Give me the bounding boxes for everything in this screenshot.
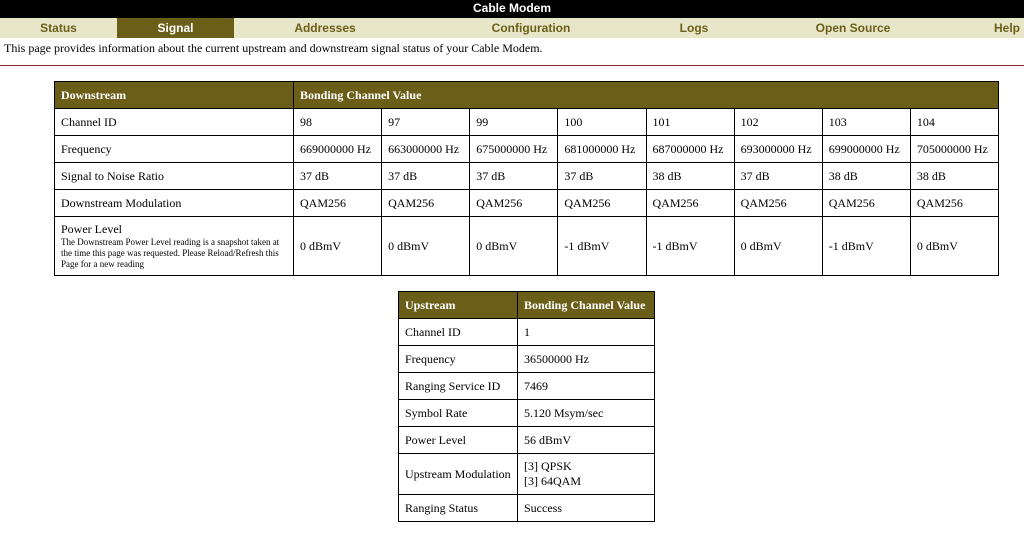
table-cell: -1 dBmV bbox=[822, 217, 910, 276]
table-cell: 663000000 Hz bbox=[382, 136, 470, 163]
table-row bbox=[399, 427, 655, 454]
table-cell: 38 dB bbox=[822, 163, 910, 190]
table-cell: 699000000 Hz bbox=[822, 136, 910, 163]
table-cell: -1 dBmV bbox=[646, 217, 734, 276]
divider bbox=[0, 65, 1024, 66]
row-label: Ranging Service ID bbox=[399, 373, 518, 400]
table-cell: QAM256 bbox=[294, 190, 382, 217]
table-cell: 705000000 Hz bbox=[910, 136, 998, 163]
table-cell: 7469 bbox=[518, 373, 655, 400]
table-row bbox=[399, 373, 655, 400]
table-header-row bbox=[55, 82, 999, 109]
table-cell: 56 dBmV bbox=[518, 427, 655, 454]
table-cell: QAM256 bbox=[382, 190, 470, 217]
table-row bbox=[399, 346, 655, 373]
row-label: Power Level bbox=[399, 427, 518, 454]
table-header-row bbox=[399, 292, 655, 319]
table-cell: 0 dBmV bbox=[382, 217, 470, 276]
table-cell: 102 bbox=[734, 109, 822, 136]
tab-logs[interactable]: Logs bbox=[679, 21, 709, 35]
table-cell: 0 dBmV bbox=[470, 217, 558, 276]
table-cell: 37 dB bbox=[294, 163, 382, 190]
tab-help[interactable]: Help bbox=[993, 21, 1020, 35]
table-cell: QAM256 bbox=[646, 190, 734, 217]
table-cell: 103 bbox=[822, 109, 910, 136]
upstream-header: Upstream bbox=[399, 292, 518, 319]
table-cell: 681000000 Hz bbox=[558, 136, 646, 163]
tab-configuration[interactable]: Configuration bbox=[491, 21, 571, 35]
main-nav bbox=[0, 18, 1024, 38]
table-cell: 0 dBmV bbox=[294, 217, 382, 276]
table-cell: 5.120 Msym/sec bbox=[518, 400, 655, 427]
table-cell: 693000000 Hz bbox=[734, 136, 822, 163]
row-label: Channel ID bbox=[55, 109, 294, 136]
table-cell: QAM256 bbox=[734, 190, 822, 217]
table-cell: 38 dB bbox=[910, 163, 998, 190]
row-label: Ranging Status bbox=[399, 495, 518, 522]
table-row bbox=[55, 217, 999, 276]
table-cell: -1 dBmV bbox=[558, 217, 646, 276]
table-cell: 38 dB bbox=[646, 163, 734, 190]
table-cell: QAM256 bbox=[558, 190, 646, 217]
table-cell bbox=[518, 454, 655, 495]
tab-open-source[interactable]: Open Source bbox=[815, 21, 891, 35]
table-row bbox=[399, 495, 655, 522]
table-cell: 0 dBmV bbox=[910, 217, 998, 276]
table-cell: 36500000 Hz bbox=[518, 346, 655, 373]
table-cell: 675000000 Hz bbox=[470, 136, 558, 163]
intro-text: This page provides information about the current upstream and downstream signal status of your Cable Modem. bbox=[4, 41, 543, 55]
row-label: Channel ID bbox=[399, 319, 518, 346]
app-title: Cable Modem bbox=[0, 0, 1024, 18]
downstream-table bbox=[54, 81, 999, 276]
table-cell: 687000000 Hz bbox=[646, 136, 734, 163]
row-label: Signal to Noise Ratio bbox=[55, 163, 294, 190]
upstream-table bbox=[398, 291, 655, 522]
table-cell: 99 bbox=[470, 109, 558, 136]
modulation-line: [3] 64QAM bbox=[524, 474, 581, 488]
bonding-channel-value-header: Bonding Channel Value bbox=[294, 82, 999, 109]
bonding-channel-value-header: Bonding Channel Value bbox=[518, 292, 655, 319]
table-cell: 0 dBmV bbox=[734, 217, 822, 276]
table-cell: 37 dB bbox=[734, 163, 822, 190]
table-cell: 37 dB bbox=[558, 163, 646, 190]
table-cell: 100 bbox=[558, 109, 646, 136]
row-label: Upstream Modulation bbox=[399, 454, 518, 495]
table-row bbox=[55, 109, 999, 136]
table-cell: 97 bbox=[382, 109, 470, 136]
table-cell: 669000000 Hz bbox=[294, 136, 382, 163]
table-row bbox=[399, 319, 655, 346]
row-label: Frequency bbox=[55, 136, 294, 163]
power-level-label: Power Level bbox=[61, 222, 122, 236]
tab-addresses[interactable]: Addresses bbox=[294, 21, 356, 35]
modulation-line: [3] QPSK bbox=[524, 459, 572, 473]
table-row bbox=[399, 400, 655, 427]
table-cell: QAM256 bbox=[470, 190, 558, 217]
table-cell: 98 bbox=[294, 109, 382, 136]
row-label: Frequency bbox=[399, 346, 518, 373]
row-label: Symbol Rate bbox=[399, 400, 518, 427]
row-label-power-level bbox=[55, 217, 294, 276]
table-cell: 37 dB bbox=[382, 163, 470, 190]
table-row bbox=[55, 163, 999, 190]
table-cell: Success bbox=[518, 495, 655, 522]
table-cell: 101 bbox=[646, 109, 734, 136]
power-level-note: The Downstream Power Level reading is a snapshot taken at the time this page was requested. Please Reload/Refresh this Page for a new reading bbox=[61, 237, 280, 269]
table-row bbox=[55, 136, 999, 163]
table-cell: 1 bbox=[518, 319, 655, 346]
table-row bbox=[55, 190, 999, 217]
table-cell: 37 dB bbox=[470, 163, 558, 190]
tab-status[interactable]: Status bbox=[40, 21, 77, 35]
tab-signal[interactable]: Signal bbox=[117, 18, 234, 38]
table-row bbox=[399, 454, 655, 495]
downstream-header: Downstream bbox=[55, 82, 294, 109]
table-cell: QAM256 bbox=[910, 190, 998, 217]
row-label: Downstream Modulation bbox=[55, 190, 294, 217]
table-cell: 104 bbox=[910, 109, 998, 136]
table-cell: QAM256 bbox=[822, 190, 910, 217]
